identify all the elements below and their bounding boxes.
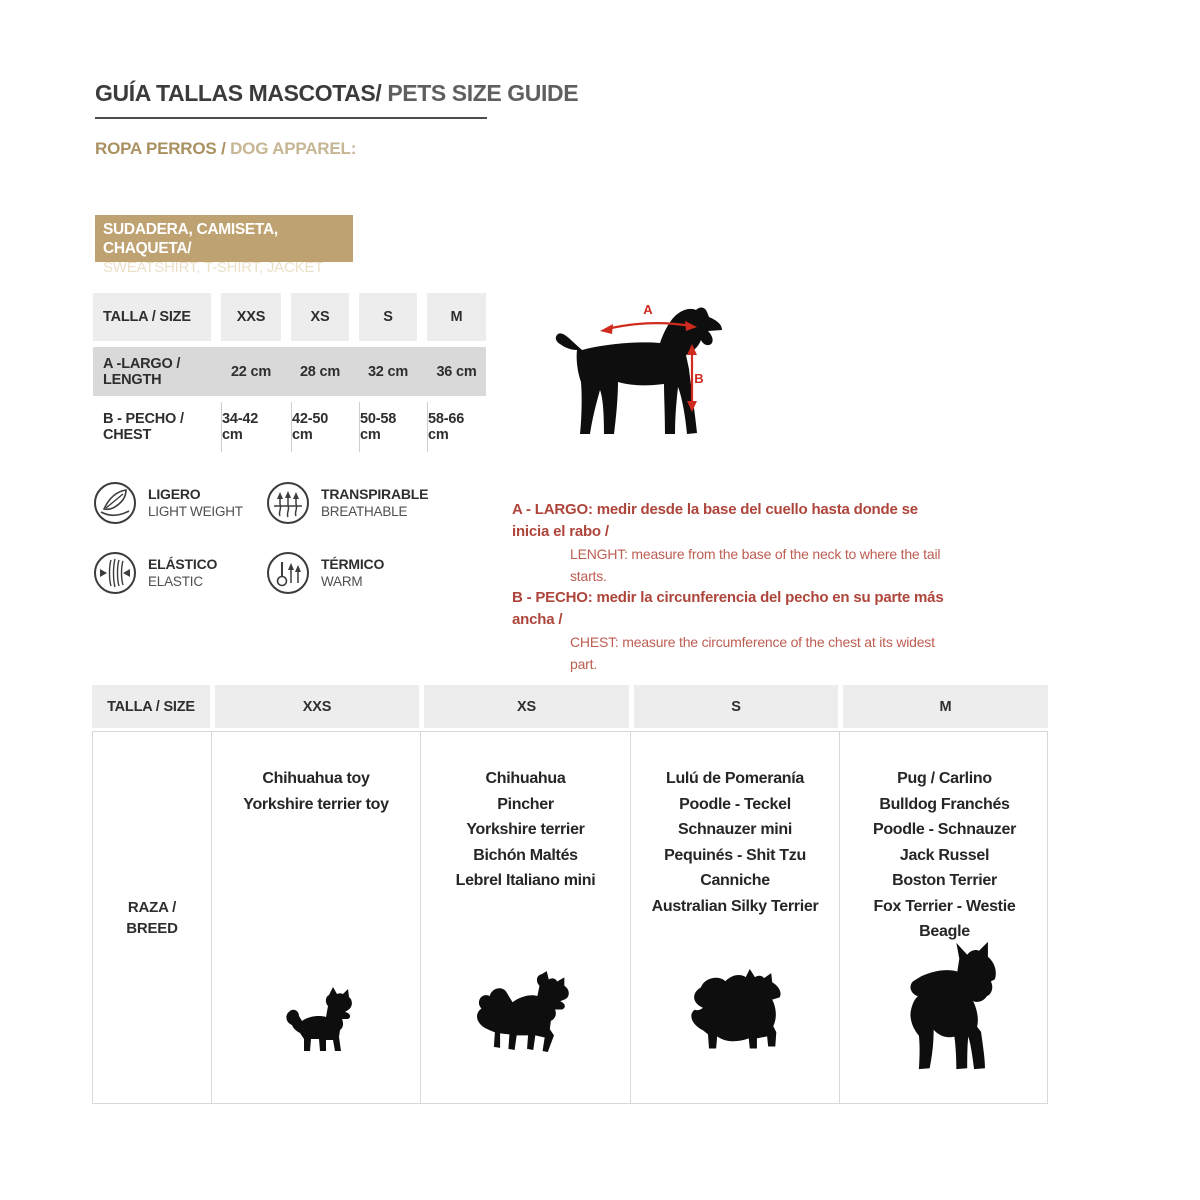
subtitle-es: ROPA PERROS / (95, 139, 231, 158)
breed-item: Fox Terrier - Westie (873, 897, 1016, 915)
note-a-en: LENGHT: measure from the base of the neck to where the tail starts. (570, 546, 941, 584)
elastic-icon (93, 551, 137, 595)
french-bulldog-silhouette-icon (886, 935, 1004, 1083)
breed-item: Canniche (700, 872, 770, 889)
feature-breathable-en: BREATHABLE (321, 504, 408, 519)
chest-xxs: 34-42 cm (221, 402, 281, 452)
length-xs: 28 cm (299, 363, 341, 380)
breed-item: Australian Silky Terrier (651, 897, 819, 915)
category-line-es: SUDADERA, CAMISETA, CHAQUETA/ (103, 221, 278, 257)
garment-category-box (95, 215, 353, 276)
pomeranian-silhouette-icon (676, 969, 794, 1071)
labrador-silhouette-icon (553, 298, 765, 450)
breed-item: Pincher (497, 795, 554, 813)
feature-breathable (266, 481, 428, 525)
breed-item: Pug / Carlino (897, 770, 992, 787)
feature-breathable-es: TRANSPIRABLE (321, 486, 429, 502)
breed-item: Jack Russel (899, 846, 990, 864)
feature-lightweight-es: LIGERO (148, 486, 201, 502)
breed-item: Bulldog Franchés (879, 795, 1010, 813)
breed-item: Chihuahua toy (262, 770, 370, 787)
page-title-es: GUÍA TALLAS MASCOTAS/ (95, 80, 382, 106)
arrow-a-label: A (643, 302, 653, 317)
breed-row-label-en: BREED (126, 919, 178, 937)
breed-cell-s (630, 732, 839, 1103)
breed-table-header-s: S (629, 685, 838, 728)
note-a-es: A - LARGO: medir desde la base del cuello hasta donde se inicia el rabo / (512, 501, 918, 540)
feature-warm (266, 551, 384, 595)
chest-s: 50-58 cm (359, 402, 417, 452)
breed-row-label (93, 732, 211, 1103)
breed-list-m (840, 732, 1049, 945)
size-table-header-talla: TALLA / SIZE (93, 293, 211, 341)
breed-item: Boston Terrier (892, 872, 997, 889)
feature-elastic (93, 551, 217, 595)
breed-item: Yorkshire terrier toy (243, 795, 389, 813)
breed-cell-xs (420, 732, 630, 1103)
breed-table-header-talla: TALLA / SIZE (92, 685, 210, 728)
length-xxs: 22 cm (230, 363, 272, 380)
breed-item: Lulú de Pomeranía (665, 770, 805, 787)
row-length-label: A -LARGO / LENGTH (103, 355, 181, 388)
breed-table-header-xxs: XXS (210, 685, 419, 728)
chest-xs: 42-50 cm (291, 402, 349, 452)
feather-icon (93, 481, 137, 525)
feature-warm-es: TÉRMICO (321, 556, 385, 572)
breed-item: Poodle - Teckel (679, 795, 791, 813)
size-table-header-xs: XS (291, 293, 349, 341)
measuring-dog-diagram (553, 298, 765, 450)
size-table-header-xxs: XXS (221, 293, 281, 341)
breed-table-header-m: M (838, 685, 1048, 728)
row-chest-label: B - PECHO / CHEST (103, 411, 184, 443)
feature-elastic-en: ELASTIC (148, 574, 203, 589)
breed-cell-xxs (211, 732, 420, 1103)
note-b-es: B - PECHO: medir la circunferencia del pecho en su parte más ancha / (512, 589, 944, 628)
breed-list-xs (421, 732, 630, 894)
breed-item: Bichón Maltés (473, 846, 578, 864)
breed-table-body (92, 731, 1048, 1104)
breed-item: Yorkshire terrier (466, 821, 585, 838)
page-title (95, 80, 579, 119)
section-subtitle (95, 139, 356, 159)
size-table-header-s: S (359, 293, 417, 341)
breed-cell-m (839, 732, 1049, 1103)
size-table-row-length (93, 347, 486, 396)
feature-lightweight-en: LIGHT WEIGHT (148, 504, 243, 519)
breathable-icon (266, 481, 310, 525)
chihuahua-silhouette-icon (275, 985, 357, 1065)
category-line-en: SWEATSHIRT, T-SHIRT, JACKET (103, 259, 324, 276)
chest-m: 58-66 cm (427, 402, 486, 452)
feature-lightweight (93, 481, 243, 525)
length-m: 36 cm (436, 363, 477, 380)
breed-list-xxs (212, 732, 420, 817)
size-table-header-row (93, 293, 486, 341)
feature-warm-en: WARM (321, 574, 363, 589)
thermal-icon (266, 551, 310, 595)
breed-item: Pequinés - Shit Tzu (664, 846, 806, 864)
subtitle-en: DOG APPAREL: (230, 139, 357, 158)
breed-table-header-row (92, 685, 1048, 728)
breed-row-label-es: RAZA / (127, 898, 177, 916)
longhair-chihuahua-silhouette-icon (469, 971, 583, 1075)
breed-item: Chihuahua (485, 770, 566, 787)
page-title-en: PETS SIZE GUIDE (381, 80, 579, 106)
note-b-en: CHEST: measure the circumference of the chest at its widest part. (570, 634, 935, 672)
arrow-b-label: B (694, 371, 704, 386)
breed-item: Poodle - Schnauzer (872, 821, 1017, 838)
breed-item: Lebrel Italiano mini (455, 872, 596, 889)
breed-item: Schnauzer mini (677, 821, 793, 838)
breed-item: Beagle (919, 923, 970, 940)
breed-table-header-xs: XS (419, 685, 629, 728)
measuring-notes (512, 499, 952, 675)
length-s: 32 cm (367, 363, 409, 380)
size-table-header-m: M (427, 293, 486, 341)
size-table-row-chest (93, 402, 486, 452)
breed-list-s (631, 732, 839, 919)
feature-elastic-es: ELÁSTICO (148, 556, 218, 572)
